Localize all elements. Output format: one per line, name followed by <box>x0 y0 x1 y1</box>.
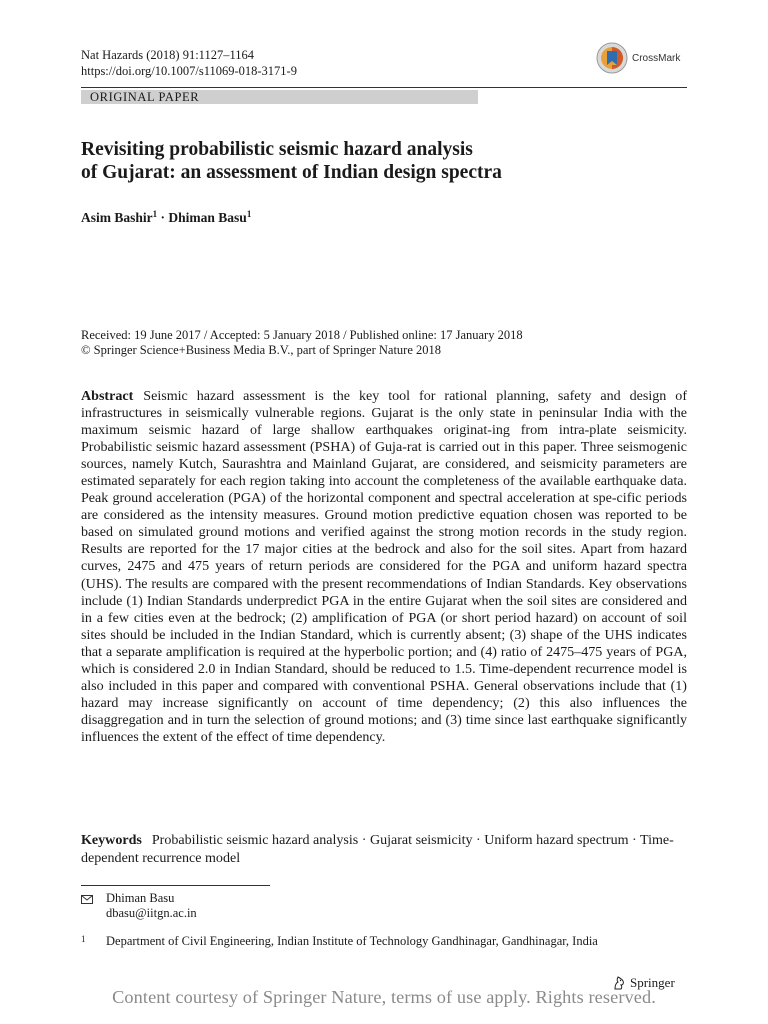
author-affiliation-mark: 1 <box>246 209 252 219</box>
abstract <box>81 388 687 746</box>
contact-email[interactable]: dbasu@iitgn.ac.in <box>106 906 197 920</box>
copyright-line: © Springer Science+Business Media B.V., part of Springer Nature 2018 <box>81 343 442 357</box>
rights-watermark: Content courtesy of Springer Nature, terms of use apply. Rights reserved. <box>112 987 656 1007</box>
publication-dates <box>81 328 523 358</box>
header-rule <box>81 87 687 88</box>
doi-link[interactable]: https://doi.org/10.1007/s11069-018-3171-9 <box>81 64 297 78</box>
author-name[interactable]: Dhiman Basu <box>168 210 247 225</box>
contact-name: Dhiman Basu <box>106 891 175 905</box>
crossmark-label: CrossMark <box>632 52 681 64</box>
author-list <box>81 209 251 227</box>
history-dates: Received: 19 June 2017 / Accepted: 5 January 2018 / Published online: 17 January 2018 <box>81 328 523 342</box>
paper-title-line-1: Revisiting probabilistic seismic hazard analysis <box>81 139 473 160</box>
crossmark-badge[interactable] <box>596 43 680 73</box>
affiliation-number: 1 <box>81 934 86 944</box>
footnote-rule <box>81 885 270 886</box>
keywords-text: Probabilistic seismic hazard analysis · Gujarat seismicity · Uniform hazard spectrum · Time-dependent recurrence model <box>81 832 674 866</box>
abstract-text: Seismic hazard assessment is the key tool for rational planning, safety and design of infrastructures in seismically vulnerable regions. Gujarat is the only state in peninsular India with the maximum seismic hazard of large shallow earthquakes originat-ing from intra-plate seismicity. Probabilistic seismic hazard assessment (PSHA) of Guja-rat is carried out in this paper. Three seismogenic sources, namely Kutch, Saurashtra and Mainland Gujarat, are considered, and seismicity parameters are estimated separately for each region taking into account the completeness of the available earthquake data. Peak ground acceleration (PGA) of the horizontal component and spectral acceleration at spe-cific periods are considered as the intensity measures. Ground motion predictive equation chosen was reported to be based on simulated ground motions and verified against the strong motion records in the study region. Results are reported for the 17 major cities at the bedrock and also for the soil sites. Apart from hazard curves, 2475 and 475 years of return periods are considered for the PGA and uniform hazard spectra (UHS). The results are compared with the present recommendations of Indian Standards. Key observations include (1) Indian Standards underpredict PGA in the entire Gujarat when the soil sites are considered and in a few cities even at the bedrock; (2) amplification of PGA (or short period hazard) on account of soil sites should be included in the Indian Standard, which is currently absent; (3) shape of the UHS indicates that a separate amplification is required at the hyperbolic portion; and (4) ratio of 2475–475 years of PGA, which is considered 2.0 in Indian Standard, should be reduced to 1.5. Time-dependent recurrence model is also included in this paper and compared with conventional PSHA. General observations include that (1) hazard may increase significantly on account of time dependency; (2) this also influences the disaggregation and in turn the selection of ground motions; and (3) time since last earthquake significantly influences the extent of the effect of time dependency. <box>81 388 687 745</box>
keywords <box>81 831 687 867</box>
crossmark-icon <box>596 42 628 74</box>
affiliation-text: Department of Civil Engineering, Indian Institute of Technology Gandhinagar, Gandhinagar, India <box>106 934 598 948</box>
abstract-heading: Abstract <box>81 388 134 404</box>
section-label: ORIGINAL PAPER <box>90 90 200 104</box>
journal-citation-block <box>81 47 297 79</box>
journal-citation: Nat Hazards (2018) 91:1127–1164 <box>81 48 254 62</box>
paper-title-line-2: of Gujarat: an assessment of Indian design spectra <box>81 162 502 183</box>
author-name[interactable]: Asim Bashir <box>81 210 153 225</box>
envelope-icon <box>81 895 93 904</box>
springer-label: Springer <box>630 975 675 990</box>
keywords-heading: Keywords <box>81 832 142 848</box>
author-affiliation-mark: 1 <box>152 209 158 219</box>
paper-title <box>81 138 681 184</box>
author-separator: · <box>157 210 169 225</box>
